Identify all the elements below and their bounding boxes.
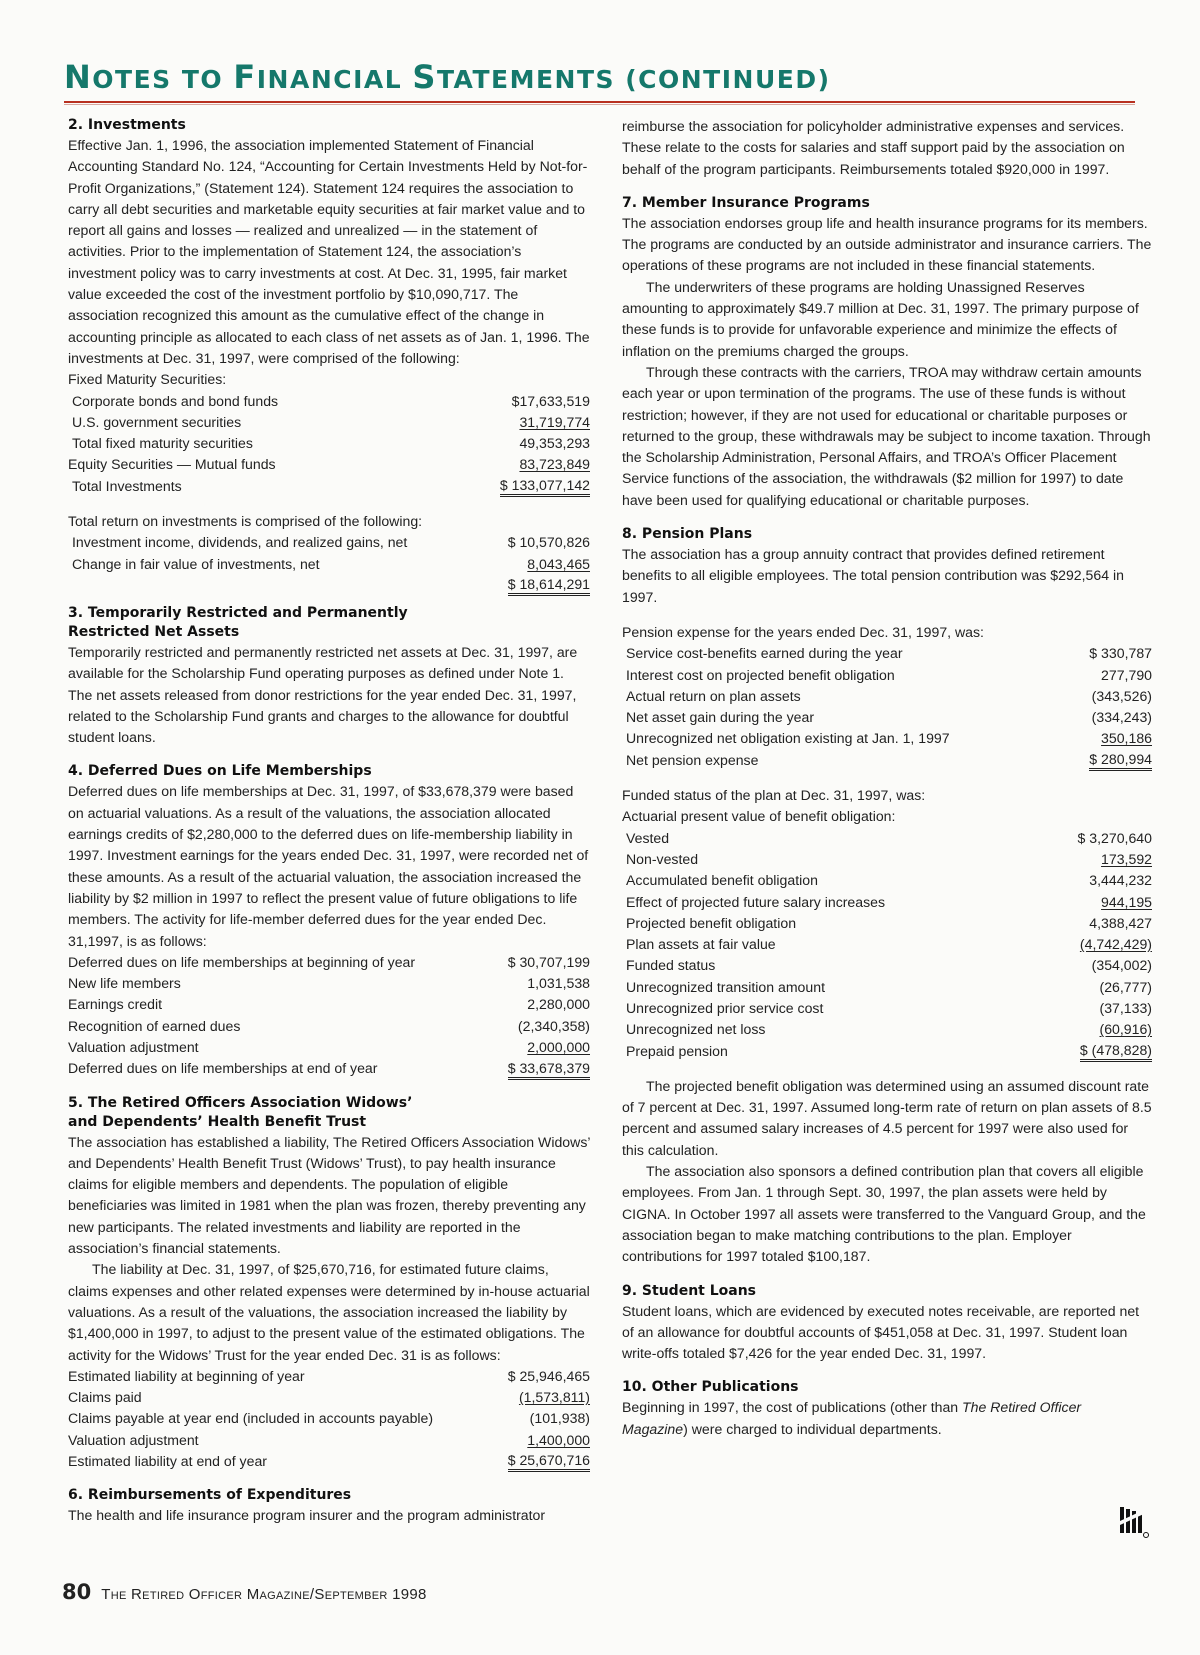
table-row: Non-vested 173,592 [626, 850, 1152, 867]
section-paragraph: Effective Jan. 1, 1996, the association implemented Statement of Financial Accounting Standard No. 124, “Accounting for Certain Investments Held by Not-for-Profit Organizations,” (Statement 124). Statement 124 requires the association to carry all debt securities and marketable equity securities at fair market value and to report all gains and losses — realized and unrealized — in the statement of activities. Prior to the implementation of Statement 124, the association’s investment policy was to carry investments at cost. At Dec. 31, 1995, fair market value exceeded the cost of the investment portfolio by $10,090,717. The association recognized this amount as the cumulative effect of the change in accounting principle as allocated to each class of net assets as of Jan. 1, 1996. The investments at Dec. 31, 1997, were comprised of the following: [68, 137, 590, 366]
section-restricted-net-assets [68, 604, 590, 748]
section-paragraph: The health and life insurance program insurer and the program administrator [68, 1507, 546, 1524]
section-paragraph: The association also sponsors a defined contribution plan that covers all eligible employees. From Jan. 1 through Sept. 30, 1997, the plan assets were held by CIGNA. In October 1997 all assets were transferred to the Vanguard Group, and the association began to make matching contributions to the plan. Employer contributions for 1997 totaled $100,187. [622, 1163, 1146, 1265]
right-column [622, 116, 1152, 1440]
funded-status-table [622, 785, 1152, 1062]
table-row: $ 18,614,291 [68, 575, 590, 596]
section-heading: 5. The Retired Officers Association Widows’ and Dependents’ Health Benefit Trust [68, 1094, 413, 1130]
section-heading: 9. Student Loans [622, 1282, 757, 1299]
section-paragraph: The association has a group annuity contract that provides defined retirement benefits to all eligible employees. The total pension contribution was $292,564 in 1997. [622, 546, 1124, 605]
table-row: Plan assets at fair value (4,742,429) [626, 936, 1152, 953]
table-row: Deferred dues on life memberships at beginning of year $ 30,707,199 [68, 953, 590, 970]
section-paragraph: The association has established a liability, The Retired Officers Association Widows’ and Dependents’ Health Benefit Trust (Widows’ Trust), to pay health insurance claims for eligible members and dependents. The population of eligible beneficiaries was limited in 1981 when the plan was frozen, thereby preventing any new participants. The related investments and liability are reported in the association’s financial statements. [68, 1133, 590, 1257]
section-paragraph: The liability at Dec. 31, 1997, of $25,670,716, for estimated future claims, claims expenses and other related expenses were determined by in-house actuarial valuations. As a result of the valuations, the association increased the liability by $1,400,000 in 1997, to adjust to the present value of the estimated obligations. The activity for the Widows’ Trust for the year ended Dec. 31 is as follows: [68, 1261, 590, 1363]
title-rule-thin [64, 104, 1135, 105]
table-row: Unrecognized net obligation existing at Jan. 1, 1997 350,186 [626, 730, 1152, 747]
table-row: Estimated liability at beginning of year $ 25,946,465 [68, 1367, 590, 1384]
table-row: Unrecognized net loss (60,916) [626, 1021, 1152, 1038]
page-title: NOTES TO FINANCIAL STATEMENTS (CONTINUED) [64, 58, 831, 96]
table-label: Funded status of the plan at Dec. 31, 1997, was: [622, 787, 926, 804]
section-heading: 2. Investments [68, 117, 186, 133]
section-paragraph: Beginning in 1997, the cost of publications (other than The Retired Officer Magazine) were charged to individual departments. [622, 1399, 1082, 1437]
section-paragraph: Student loans, which are evidenced by executed notes receivable, are reported net of an allowance for doubtful accounts of $451,058 at Dec. 31, 1997. Student loan write-offs totaled $7,426 for the year ended Dec. 31, 1997. [622, 1302, 1140, 1362]
table-row: New life members 1,031,538 [68, 975, 590, 992]
table-row: Earnings credit 2,280,000 [68, 996, 590, 1013]
table-row: Effect of projected future salary increases 944,195 [626, 893, 1152, 910]
table-row: Corporate bonds and bond funds $17,633,519 [72, 392, 590, 409]
table-row: Estimated liability at end of year $ 25,670,716 [68, 1451, 590, 1472]
table-row: Valuation adjustment 2,000,000 [68, 1038, 590, 1055]
left-column [68, 116, 590, 1527]
section-widows-trust [68, 1094, 590, 1473]
section-paragraph: Through these contracts with the carriers, TROA may withdraw certain amounts each year or upon termination of the programs. The use of these funds is without restriction; however, if they are not used for educational or charitable purposes or returned to the group, these withdrawals may be subject to income taxation. Through the Scholarship Administration, Personal Affairs, and TROA’s Officer Placement Service functions of the association, the withdrawals ($2 million for 1997) to date have been used for qualifying educational or charitable purposes. [622, 363, 1151, 508]
table-row: Actual return on plan assets (343,526) [626, 687, 1152, 704]
table-label: Pension expense for the years ended Dec. 31, 1997, was: [622, 623, 984, 640]
section-paragraph: The underwriters of these programs are holding Unassigned Reserves amounting to approximately $49.7 million at Dec. 31, 1997. The primary purpose of these funds is to provide for unfavorable experience and minimize the effects of inflation on the premiums charged the groups. [622, 278, 1139, 359]
section-heading: 6. Reimbursements of Expenditures [68, 1487, 352, 1504]
section-paragraph: Deferred dues on life memberships at Dec. 31, 1997, of $33,678,379 were based on actuarial valuations. As a result of the valuations, the association allocated earnings credits of $2,280,000 to the deferred dues on life-membership liability in 1997. Investment earnings for the years ended Dec. 31, 1997, were recorded net of these amounts. As a result of the actuarial valuation, the association increased the liability by $2 million in 1997 to reflect the present value of future obligations to life members. The activity for life-member deferred dues for the year ended Dec. 31,1997, is as follows: [68, 783, 589, 949]
table-row: Interest cost on projected benefit obligation 277,790 [626, 666, 1152, 683]
troa-logo-icon [1118, 1505, 1150, 1539]
section-other-publications [622, 1378, 1152, 1440]
section-paragraph: The projected benefit obligation was determined using an assumed discount rate of 7 percent at Dec. 31, 1997. Assumed long-term rate of return on plan assets of 8.5 percent and assumed salary increases of 4.5 percent for 1997 were also used for this calculation. [622, 1077, 1152, 1158]
section-pension-plans [622, 525, 1152, 1268]
table-label: Fixed Maturity Securities: [68, 371, 227, 388]
table-row: Vested $ 3,270,640 [626, 829, 1152, 846]
widows-trust-table [68, 1366, 590, 1472]
section-investments [68, 116, 590, 596]
section-paragraph: Temporarily restricted and permanently restricted net assets at Dec. 31, 1997, are available for the Scholarship Fund operating purposes as defined under Note 1. The net assets released from donor restrictions for the year ended Dec. 31, 1997, related to the Scholarship Fund grants and charges to the allowance for doubtful student loans. [68, 643, 578, 746]
table-row: Deferred dues on life memberships at end of year $ 33,678,379 [68, 1058, 590, 1079]
section-student-loans [622, 1282, 1152, 1365]
table-row: Net pension expense $ 280,994 [622, 750, 1152, 771]
deferred-dues-table [68, 952, 590, 1080]
table-row: Total Investments $ 133,077,142 [68, 476, 590, 497]
section-heading: 3. Temporarily Restricted and Permanently Restricted Net Assets [68, 604, 408, 640]
table-row: Claims payable at year end (included in accounts payable) (101,938) [68, 1410, 590, 1427]
table-label: Actuarial present value of benefit obligation: [622, 808, 896, 825]
publication-name: The Retired Officer Magazine/September 1998 [101, 1586, 427, 1603]
section-heading: 4. Deferred Dues on Life Memberships [68, 763, 372, 780]
section-reimbursements [68, 1486, 590, 1526]
table-row: Projected benefit obligation 4,388,427 [626, 914, 1152, 931]
table-row: Accumulated benefit obligation 3,444,232 [626, 872, 1152, 889]
section-heading: 8. Pension Plans [622, 526, 753, 543]
section-paragraph: The association endorses group life and health insurance programs for its members. The programs are conducted by an outside administrator and insurance carriers. The operations of these programs are not included in these financial statements. [622, 214, 1152, 274]
section-heading: 10. Other Publications [622, 1379, 799, 1396]
table-row: Unrecognized prior service cost (37,133) [626, 999, 1152, 1016]
table-row: Service cost-benefits earned during the year $ 330,787 [626, 645, 1152, 662]
table-label: Total return on investments is comprised of the following: [68, 513, 423, 530]
section-paragraph-continued: reimburse the association for policyholder administrative expenses and services. These relate to the costs for salaries and staff support paid by the association on behalf of the program participants. Reimbursements totaled $920,000 in 1997. [622, 118, 1125, 177]
table-row: Net asset gain during the year (334,243) [626, 709, 1152, 726]
section-heading: 7. Member Insurance Programs [622, 194, 870, 211]
table-row: Funded status (354,002) [626, 957, 1152, 974]
table-row: Investment income, dividends, and realized gains, net $ 10,570,826 [72, 534, 590, 551]
pension-expense-table [622, 622, 1152, 771]
table-row: Total fixed maturity securities 49,353,293 [72, 435, 590, 452]
page-number: 80 [62, 1580, 92, 1604]
page-footer [62, 1580, 427, 1604]
section-deferred-dues [68, 762, 590, 1079]
table-row: Unrecognized transition amount (26,777) [626, 978, 1152, 995]
table-row: Recognition of earned dues (2,340,358) [68, 1017, 590, 1034]
table-row: Claims paid (1,573,811) [68, 1389, 590, 1406]
table-row: U.S. government securities 31,719,774 [72, 413, 590, 430]
table-row: Valuation adjustment 1,400,000 [68, 1431, 590, 1448]
table-row: Equity Securities — Mutual funds 83,723,849 [68, 456, 590, 473]
section-member-insurance [622, 194, 1152, 511]
title-rule [64, 101, 1135, 103]
table-row: Change in fair value of investments, net 8,043,465 [72, 555, 590, 572]
table-row: Prepaid pension $ (478,828) [622, 1041, 1152, 1062]
investments-table [68, 369, 590, 596]
